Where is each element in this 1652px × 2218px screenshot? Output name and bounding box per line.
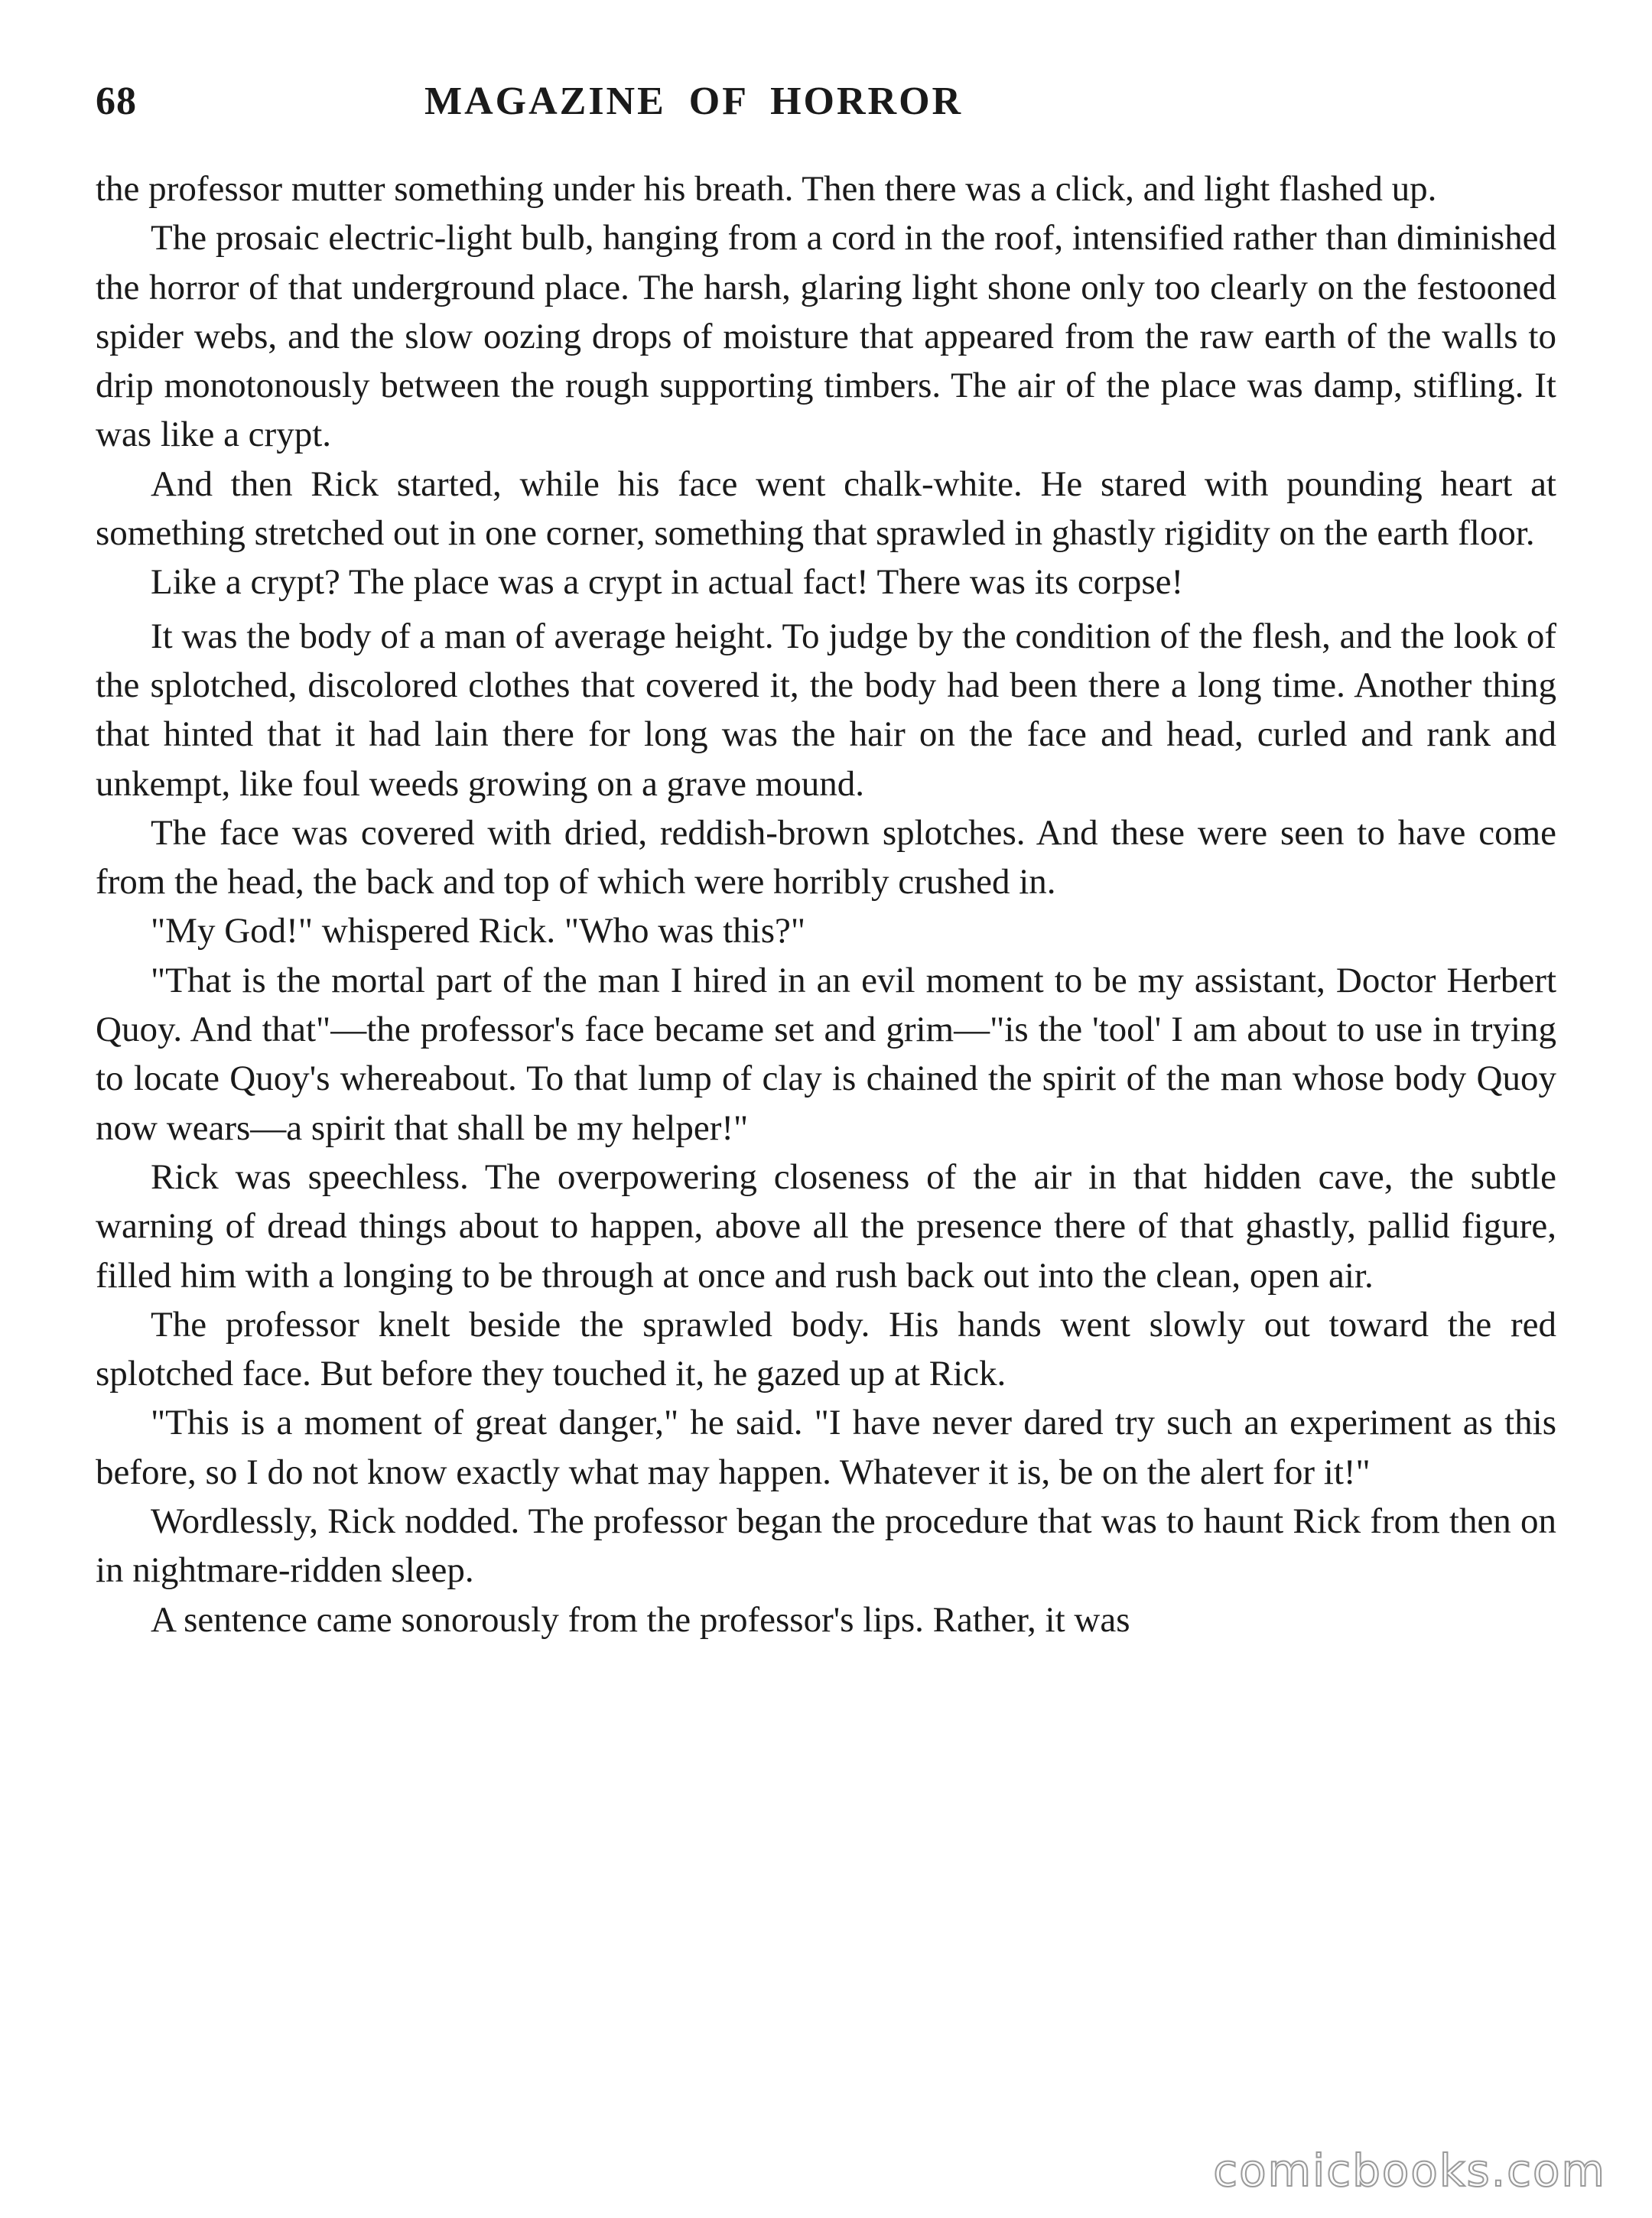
paragraph: It was the body of a man of average height. To judge by the condition of the flesh, and the look of the splotched, discolored clothes that covered it, the body had been there a long time. Another thing that hinted that it had lain there for long was the hair on the face and head, curled and rank and unkempt, like foul weeds growing on a grave mound. — [96, 616, 1556, 804]
running-title: MAGAZINE OF HORROR — [424, 80, 964, 123]
page-header — [96, 73, 1556, 141]
paragraph: A sentence came sonorously from the professor's lips. Rather, it was — [151, 1599, 1130, 1640]
paragraph: And then Rick started, while his face went chalk-white. He stared with pounding heart at something stretched out in one corner, something that sprawled in ghastly rigidity on the earth floor. — [96, 463, 1556, 554]
story-body — [96, 164, 1556, 1644]
paragraph: Rick was speechless. The overpowering closeness of the air in that hidden cave, the subtle warning of dread things about to happen, above all the presence there of that ghastly, pallid figure, filled him with a longing to be through at once and rush back out into the clean, open air. — [96, 1156, 1556, 1296]
page-number: 68 — [96, 80, 137, 123]
paragraph: Wordlessly, Rick nodded. The professor began the procedure that was to haunt Rick from then on in nightmare-ridden sleep. — [96, 1501, 1556, 1591]
magazine-page — [96, 73, 1556, 2184]
paragraph: The face was covered with dried, reddish-brown splotches. And these were seen to have come from the head, the back and top of which were horribly crushed in. — [96, 812, 1556, 902]
paragraph: "My God!" whispered Rick. "Who was this?" — [151, 911, 806, 951]
watermark-logo: comicbooks.com — [1213, 2145, 1606, 2197]
paragraph: "That is the mortal part of the man I hired in an evil moment to be my assistant, Doctor Herbert Quoy. And that"—the professor's face became set and grim—"is the 'tool' I am about to use in trying to locate Quoy's whereabout. To that lump of clay is chained the spirit of the man whose body Quoy now wears—a spirit that shall be my helper!" — [96, 960, 1556, 1148]
paragraph: The prosaic electric-light bulb, hanging from a cord in the roof, intensified rather than diminished the horror of that underground place. The harsh, glaring light shone only too clearly on the festooned spider webs, and the slow oozing drops of moisture that appeared from the raw earth of the walls to drip monotonously between the rough supporting timbers. The air of the place was damp, stifling. It was like a crypt. — [96, 218, 1556, 455]
paragraph: The professor knelt beside the sprawled body. His hands went slowly out toward the red splotched face. But before they touched it, he gazed up at Rick. — [96, 1304, 1556, 1394]
paragraph: the professor mutter something under his breath. Then there was a click, and light flashed up. — [96, 169, 1437, 209]
paragraph: Like a crypt? The place was a crypt in actual fact! There was its corpse! — [151, 562, 1184, 603]
paragraph: "This is a moment of great danger," he said. "I have never dared try such an experiment as this before, so I do not know exactly what may happen. Whatever it is, be on the alert for it!" — [96, 1403, 1556, 1492]
